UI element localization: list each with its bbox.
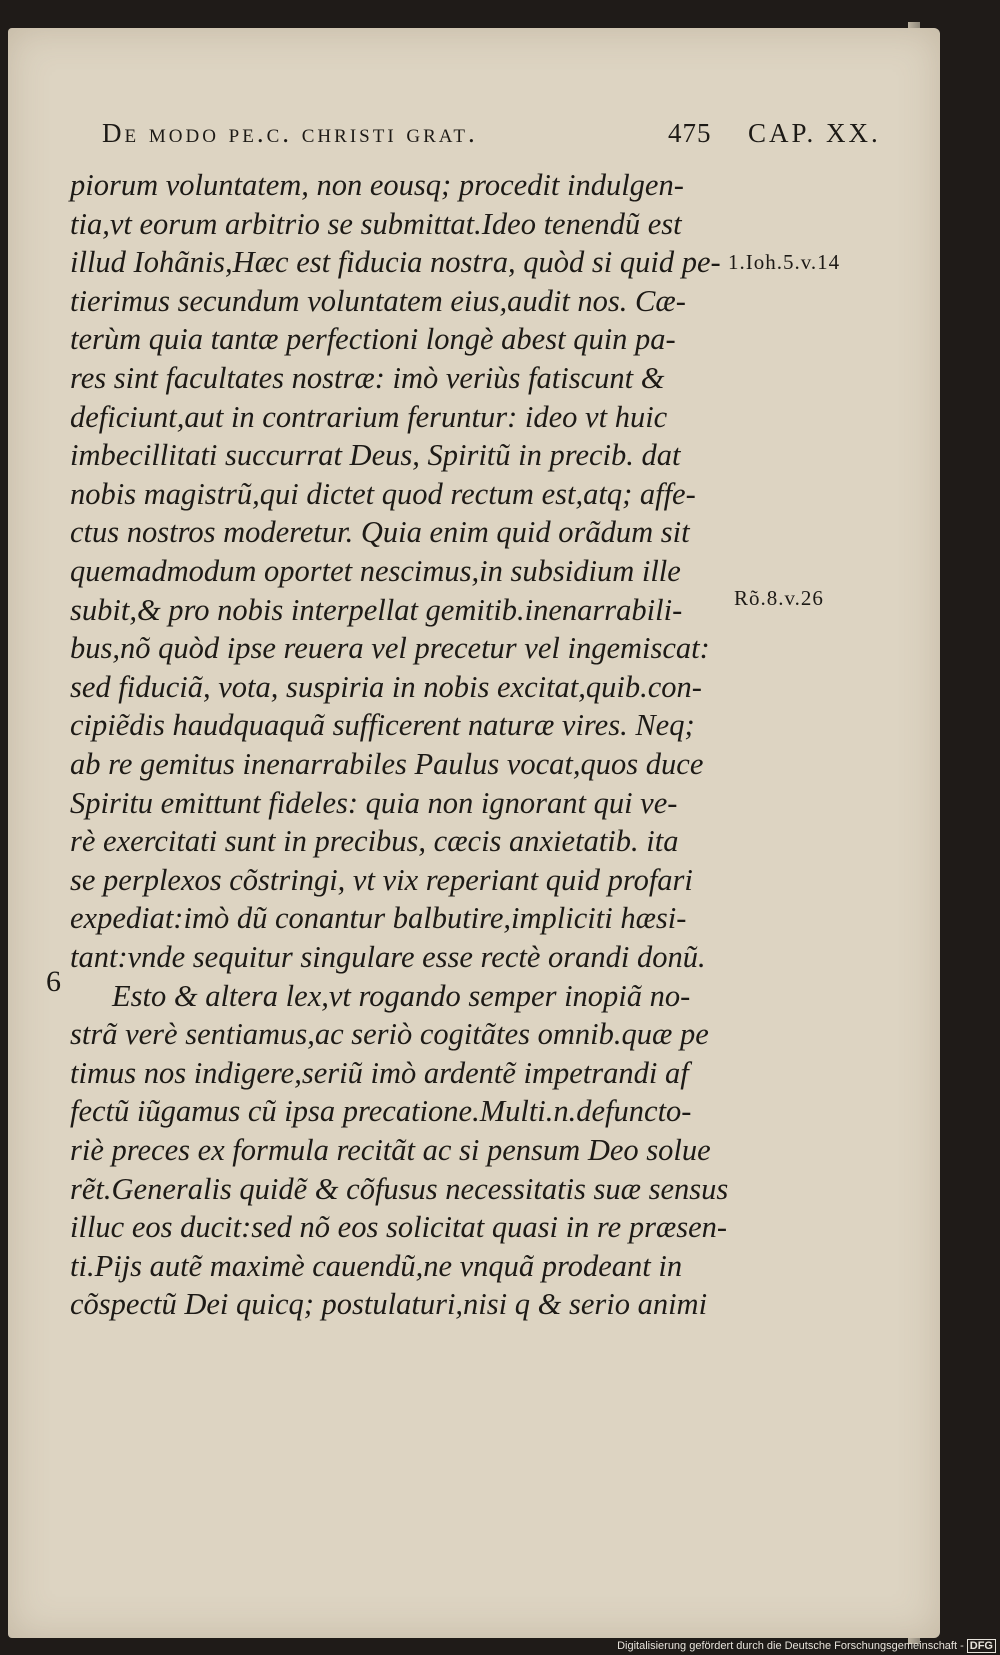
text-line: timus nos indigere,seriũ imò ardentẽ impetrandi af [70, 1055, 689, 1090]
text-line: strã verè sentiamus,ac seriò cogitãtes omnib.quæ pe [70, 1017, 709, 1052]
text-line: riè preces ex formula recitãt ac si pensum Deo solue [70, 1133, 711, 1167]
text-line: terùm quia tantæ perfectioni longè abest quin pa- [70, 322, 676, 357]
text-line: illud Iohãnis,Hæc est fiducia nostra, quòd si quid pe- [70, 245, 721, 280]
text-line: piorum voluntatem, non eousq; procedit indulgen- [70, 168, 684, 202]
text-line: ctus nostros moderetur. Quia enim quid orãdum sit [70, 515, 690, 550]
text-line: illuc eos ducit:sed nõ eos solicitat quasi in re præsen- [70, 1210, 728, 1245]
text-line: se perplexos cõstringi, vt vix reperiant quid profari [70, 862, 693, 897]
digitization-footer [617, 1639, 996, 1653]
text-line: ab re gemitus inenarrabiles Paulus vocat,quos duce [70, 747, 704, 781]
footer-credit: Digitalisierung gefördert durch die Deutsche Forschungsgemeinschaft - [617, 1640, 964, 1652]
text-line: tia,vt eorum arbitrio se submittat.Ideo tenendũ est [70, 206, 682, 241]
paragraph-number: 6 [46, 965, 61, 998]
text-line: cipiẽdis haudquaquã sufficerent naturæ vires. Neq; [70, 708, 695, 743]
text-line: ti.Pijs autẽ maximè cauendũ,ne vnquã prodeant in [70, 1248, 683, 1283]
text-line: nobis magistrũ,qui dictet quod rectum est,atq; affe- [70, 476, 696, 511]
text-line: subit,& pro nobis interpellat gemitib.inenarrabili- [70, 592, 683, 627]
chapter-label: CAP. XX. [748, 118, 881, 148]
text-line: rè exercitati sunt in precibus, cæcis anxietatib. ita [70, 824, 679, 859]
text-line: imbecillitati succurrat Deus, Spiritũ in precib. dat [70, 438, 681, 473]
text-line: Esto & altera lex,vt rogando semper inopiã no- [112, 978, 691, 1013]
text-line: tant:vnde sequitur singulare esse rectè orandi donũ. [70, 940, 706, 974]
text-line: rẽt.Generalis quidẽ & cõfusus necessitatis suæ sensus [70, 1171, 729, 1206]
text-line: fectũ iũgamus cũ ipsa precatione.Multi.n.defuncto- [70, 1094, 692, 1129]
text-line: quemadmodum oportet nescimus,in subsidium ille [70, 554, 681, 588]
text-line: Spiritu emittunt fideles: quia non ignorant qui ve- [70, 785, 678, 820]
margin-note-ioh: 1.Ioh.5.v.14 [728, 250, 841, 274]
text-line: sed fiduciã, vota, suspiria in nobis excitat,quib.con- [70, 669, 702, 704]
text-line: cõspectũ Dei quicq; postulaturi,nisi q & serio animi [70, 1287, 708, 1322]
dfg-logo: DFG [967, 1639, 996, 1653]
text-line: deficiunt,aut in contrarium feruntur: ideo vt huic [70, 399, 668, 434]
text-line: expediat:imò dũ conantur balbutire,impliciti hæsi- [70, 901, 687, 936]
margin-note-rom: Rõ.8.v.26 [734, 586, 824, 610]
text-line: res sint facultates nostræ: imò veriùs fatiscunt & [70, 361, 665, 395]
running-title: De modo pe.c. christi grat. [102, 118, 478, 148]
text-line: bus,nõ quòd ipse reuera vel precetur vel ingemiscat: [70, 631, 710, 666]
page-number: 475 [668, 118, 712, 148]
text-line: tierimus secundum voluntatem eius,audit nos. Cæ- [70, 283, 686, 318]
